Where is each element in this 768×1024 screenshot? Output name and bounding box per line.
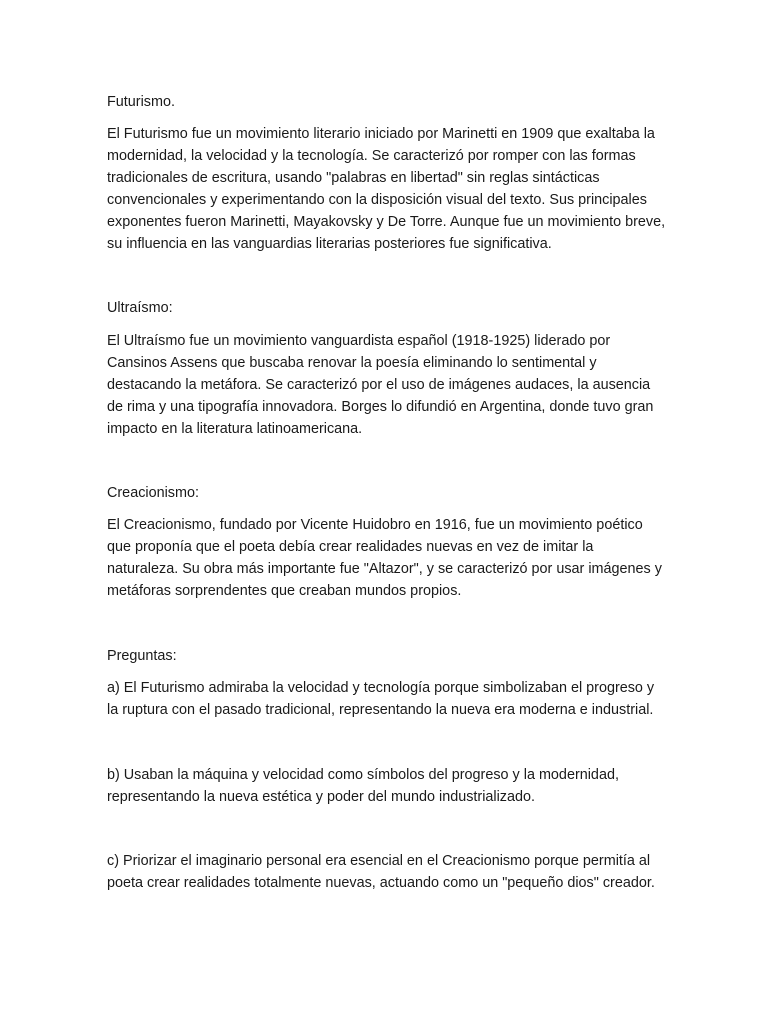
ultraismo-paragraph: El Ultraísmo fue un movimiento vanguardista español (1918-1925) liderado por Cansinos Assens que buscaba renovar la poesía eliminando lo sentimental y destacando la metáfora. Se caracterizó por el uso de imágenes audaces, la ausencia de rima y una tipografía innovadora. Borges lo difundió en Argentina, donde tuvo gran impacto en la literatura latinoamericana. — [107, 333, 654, 437]
answer-b: b) Usaban la máquina y velocidad como símbolos del progreso y la modernidad, representando la nueva estética y poder del mundo industrializado. — [107, 767, 619, 805]
creacionismo-heading: Creacionismo: — [107, 485, 199, 501]
creacionismo-paragraph: El Creacionismo, fundado por Vicente Huidobro en 1916, fue un movimiento poético que proponía que el poeta debía crear realidades nuevas en vez de imitar la naturaleza. Su obra más importante fue "Altazor", y se caracterizó por usar imágenes y metáforas sorprendentes que creaban mundos propios. — [107, 517, 662, 599]
futurismo-paragraph: El Futurismo fue un movimiento literario iniciado por Marinetti en 1909 que exaltaba la modernidad, la velocidad y la tecnología. Se caracterizó por romper con las formas tradicionales de escritura, usando "palabras en libertad" sin reglas sintácticas convencionales y experimentando con la disposición visual del texto. Sus principales exponentes fueron Marinetti, Mayakovsky y De Torre. Aunque fue un movimiento breve, su influencia en las vanguardias literarias posteriores fue significativa. — [107, 126, 666, 252]
ultraismo-heading: Ultraísmo: — [107, 300, 173, 316]
preguntas-heading: Preguntas: — [107, 648, 177, 664]
answer-a: a) El Futurismo admiraba la velocidad y tecnología porque simbolizaban el progreso y la ruptura con el pasado tradicional, representando la nueva era moderna e industrial. — [107, 680, 655, 718]
futurismo-heading: Futurismo. — [107, 94, 175, 110]
answer-c: c) Priorizar el imaginario personal era esencial en el Creacionismo porque permitía al poeta crear realidades totalmente nuevas, actuando como un "pequeño dios" creador. — [107, 853, 655, 891]
